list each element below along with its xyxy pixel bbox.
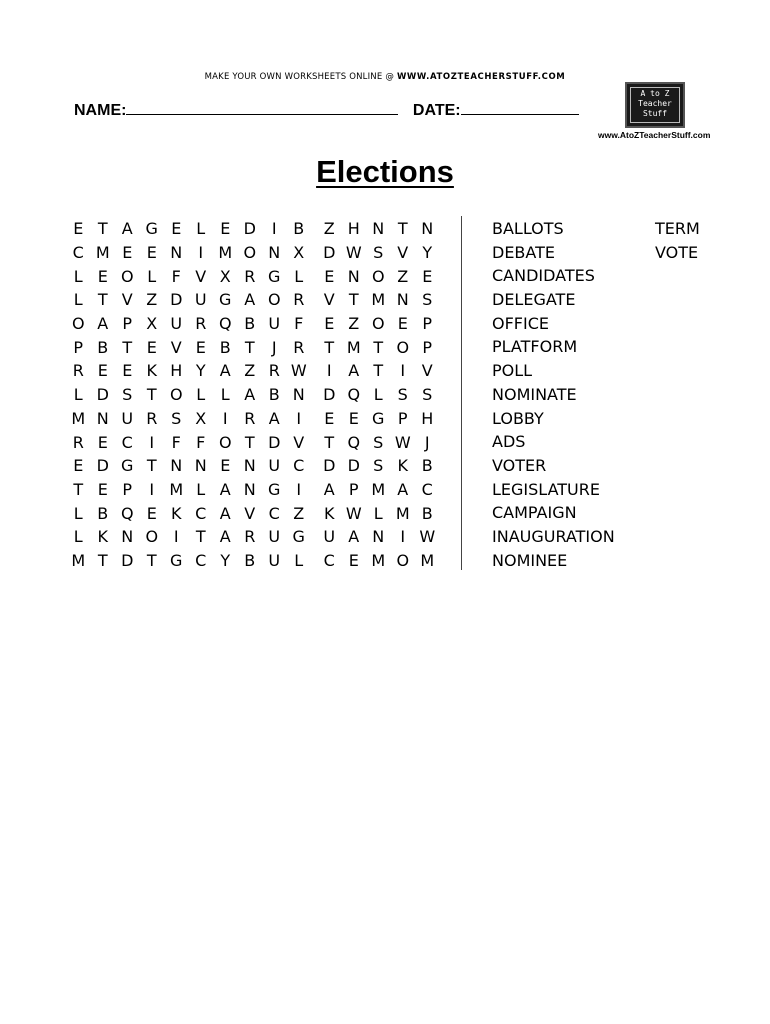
grid-letter: S <box>373 432 384 452</box>
grid-letter: T <box>73 479 84 499</box>
grid-letter: G <box>170 550 183 570</box>
grid-letter: B <box>97 337 109 357</box>
grid-letter: M <box>218 243 233 263</box>
grid-letter: T <box>195 527 206 547</box>
grid-letter: V <box>293 432 305 452</box>
grid-letter: C <box>195 503 207 523</box>
grid-letter: N <box>372 219 385 239</box>
grid-letter: I <box>326 361 332 381</box>
grid-letter: R <box>244 408 256 428</box>
grid-row <box>66 478 440 502</box>
grid-letter: E <box>146 503 157 523</box>
grid-letter: U <box>268 314 281 334</box>
grid-letter: G <box>292 527 305 547</box>
grid-letter: M <box>371 550 386 570</box>
name-date-line <box>74 100 579 120</box>
grid-letter: L <box>73 290 83 310</box>
grid-row <box>66 335 440 359</box>
grid-letter: N <box>243 456 256 476</box>
grid-letter: K <box>146 361 157 381</box>
grid-letter: M <box>395 503 410 523</box>
grid-letter: D <box>170 290 183 310</box>
grid-letter: N <box>170 243 183 263</box>
grid-letter: D <box>323 385 336 405</box>
grid-letter: B <box>268 385 280 405</box>
grid-letter: T <box>324 337 335 357</box>
grid-letter: T <box>244 337 255 357</box>
grid-letter: C <box>323 550 335 570</box>
grid-letter: O <box>169 385 183 405</box>
grid-letter: T <box>373 337 384 357</box>
grid-letter: A <box>323 479 335 499</box>
grid-letter: I <box>198 243 204 263</box>
grid-letter: P <box>422 314 433 334</box>
grid-letter: Q <box>218 314 232 334</box>
grid-letter: E <box>122 243 133 263</box>
word-list-item: DELEGATE <box>492 290 576 310</box>
grid-letter: M <box>371 479 386 499</box>
grid-letter: K <box>397 456 408 476</box>
grid-row <box>66 549 440 573</box>
grid-letter: L <box>196 219 206 239</box>
grid-letter: B <box>244 314 256 334</box>
grid-letter: D <box>121 550 134 570</box>
grid-letter: A <box>244 385 256 405</box>
grid-letter: D <box>96 456 109 476</box>
grid-letter: U <box>121 408 134 428</box>
grid-letter: G <box>145 219 158 239</box>
grid-letter: S <box>122 385 133 405</box>
grid-letter: E <box>220 456 231 476</box>
grid-letter: L <box>147 266 157 286</box>
word-list-item: OFFICE <box>492 313 549 333</box>
grid-row <box>66 264 440 288</box>
grid-letter: G <box>372 408 385 428</box>
grid-letter: S <box>422 385 433 405</box>
word-list-item: VOTER <box>492 455 547 475</box>
grid-letter: V <box>121 290 133 310</box>
logo-chalkboard <box>630 87 680 123</box>
grid-letter: Y <box>195 361 206 381</box>
grid-letter: R <box>268 361 280 381</box>
grid-letter: E <box>97 432 108 452</box>
grid-letter: E <box>97 266 108 286</box>
grid-letter: F <box>196 432 206 452</box>
grid-letter: Y <box>422 243 433 263</box>
grid-letter: O <box>371 266 385 286</box>
logo-url: www.AtoZTeacherStuff.com <box>598 130 711 140</box>
grid-letter: C <box>421 479 433 499</box>
grid-row <box>66 288 440 312</box>
grid-letter: L <box>220 385 230 405</box>
grid-letter: B <box>244 550 256 570</box>
grid-letter: N <box>194 456 207 476</box>
grid-letter: V <box>244 503 256 523</box>
grid-letter: U <box>323 527 336 547</box>
title-text: Elections <box>316 154 454 189</box>
grid-letter: E <box>348 408 359 428</box>
grid-letter: X <box>219 266 231 286</box>
grid-letter: G <box>121 456 134 476</box>
grid-letter: J <box>424 432 430 452</box>
name-label: NAME: <box>74 102 127 119</box>
grid-letter: Q <box>347 385 361 405</box>
grid-letter: E <box>220 219 231 239</box>
grid-letter: N <box>292 385 305 405</box>
grid-letter: J <box>271 337 277 357</box>
grid-letter: I <box>222 408 228 428</box>
grid-letter: A <box>219 361 231 381</box>
grid-letter: A <box>348 361 360 381</box>
grid-letter: W <box>345 503 362 523</box>
worksheet-tagline <box>0 72 770 82</box>
grid-letter: C <box>121 432 133 452</box>
grid-letter: Y <box>220 550 231 570</box>
grid-letter: U <box>268 456 281 476</box>
grid-letter: E <box>348 550 359 570</box>
grid-letter: N <box>372 527 385 547</box>
grid-letter: P <box>422 337 433 357</box>
grid-letter: C <box>195 550 207 570</box>
grid-letter: U <box>194 290 207 310</box>
grid-letter: I <box>271 219 277 239</box>
grid-letter: P <box>73 337 84 357</box>
grid-letter: X <box>146 314 158 334</box>
grid-row <box>66 407 440 431</box>
grid-letter: U <box>268 527 281 547</box>
word-list-item: NOMINEE <box>492 550 568 570</box>
grid-letter: T <box>146 550 157 570</box>
grid-letter: E <box>171 219 182 239</box>
grid-letter: V <box>170 337 182 357</box>
word-list-item: ADS <box>492 432 526 452</box>
grid-letter: E <box>324 314 335 334</box>
grid-letter: I <box>296 479 302 499</box>
word-list-column-1 <box>492 217 615 572</box>
grid-letter: L <box>373 385 383 405</box>
word-search-grid <box>66 217 440 572</box>
word-list-item: LEGISLATURE <box>492 479 600 499</box>
grid-letter: P <box>348 479 359 499</box>
word-list-item: CANDIDATES <box>492 266 595 286</box>
grid-letter: T <box>97 290 108 310</box>
grid-letter: K <box>324 503 335 523</box>
grid-letter: I <box>296 408 302 428</box>
grid-letter: S <box>397 385 408 405</box>
grid-letter: L <box>73 527 83 547</box>
grid-letter: V <box>323 290 335 310</box>
grid-letter: T <box>146 456 157 476</box>
grid-letter: A <box>219 503 231 523</box>
grid-letter: E <box>397 314 408 334</box>
grid-letter: R <box>293 337 305 357</box>
grid-letter: T <box>122 337 133 357</box>
word-list-item: VOTE <box>655 242 699 262</box>
grid-letter: Z <box>348 314 360 334</box>
grid-letter: E <box>122 361 133 381</box>
grid-letter: Z <box>146 290 158 310</box>
grid-letter: T <box>244 432 255 452</box>
grid-letter: A <box>244 290 256 310</box>
grid-letter: R <box>146 408 158 428</box>
grid-letter: B <box>219 337 231 357</box>
grid-letter: M <box>71 408 86 428</box>
tagline-prefix: MAKE YOUR OWN WORKSHEETS ONLINE @ <box>204 72 395 82</box>
grid-letter: V <box>421 361 433 381</box>
grid-letter: C <box>72 243 84 263</box>
grid-letter: D <box>323 243 336 263</box>
grid-letter: A <box>97 314 109 334</box>
name-blank <box>126 100 398 115</box>
word-list-item: TERM <box>655 219 700 238</box>
grid-letter: H <box>347 219 360 239</box>
grid-letter: K <box>97 527 108 547</box>
grid-letter: C <box>293 456 305 476</box>
grid-row <box>66 241 440 265</box>
tagline-site: WWW.ATOZTEACHERSTUFF.COM <box>396 72 566 82</box>
grid-letter: W <box>419 527 436 547</box>
date-blank <box>461 100 579 115</box>
grid-letter: L <box>294 266 304 286</box>
grid-letter: E <box>324 266 335 286</box>
grid-letter: I <box>400 527 406 547</box>
grid-letter: I <box>400 361 406 381</box>
logo-line-1: A to Z <box>640 89 670 98</box>
grid-letter: A <box>121 219 133 239</box>
grid-letter: G <box>219 290 232 310</box>
grid-letter: H <box>170 361 183 381</box>
grid-letter: A <box>397 479 409 499</box>
grid-letter: M <box>169 479 184 499</box>
grid-letter: F <box>171 266 181 286</box>
grid-letter: N <box>268 243 281 263</box>
grid-letter: D <box>96 385 109 405</box>
grid-row <box>66 383 440 407</box>
grid-letter: O <box>371 314 385 334</box>
grid-letter: P <box>397 408 408 428</box>
grid-letter: U <box>268 550 281 570</box>
grid-letter: M <box>420 550 435 570</box>
grid-letter: V <box>397 243 409 263</box>
grid-row <box>66 217 440 241</box>
grid-letter: I <box>149 479 155 499</box>
grid-row <box>66 454 440 478</box>
grid-letter: L <box>294 550 304 570</box>
grid-letter: E <box>146 243 157 263</box>
grid-letter: T <box>97 219 108 239</box>
grid-letter: M <box>371 290 386 310</box>
grid-letter: B <box>421 503 433 523</box>
grid-letter: G <box>268 266 281 286</box>
grid-letter: O <box>71 314 85 334</box>
grid-letter: R <box>244 527 256 547</box>
grid-letter: M <box>71 550 86 570</box>
column-divider <box>461 216 462 570</box>
grid-letter: Z <box>397 266 409 286</box>
grid-letter: S <box>373 243 384 263</box>
grid-letter: E <box>146 337 157 357</box>
grid-letter: E <box>324 408 335 428</box>
grid-letter: N <box>96 408 109 428</box>
grid-letter: L <box>73 385 83 405</box>
grid-letter: O <box>218 432 232 452</box>
grid-letter: P <box>122 314 133 334</box>
word-list-column-2 <box>655 217 700 264</box>
grid-letter: P <box>122 479 133 499</box>
atoz-logo <box>625 82 685 128</box>
grid-letter: Q <box>120 503 134 523</box>
page-title <box>0 154 770 190</box>
date-label: DATE: <box>412 102 461 119</box>
grid-letter: F <box>171 432 181 452</box>
grid-letter: S <box>373 456 384 476</box>
grid-letter: D <box>268 432 281 452</box>
grid-letter: T <box>373 361 384 381</box>
grid-letter: I <box>149 432 155 452</box>
grid-letter: M <box>346 337 361 357</box>
grid-letter: O <box>120 266 134 286</box>
grid-letter: E <box>97 479 108 499</box>
grid-letter: D <box>243 219 256 239</box>
grid-letter: L <box>73 266 83 286</box>
word-list-item: DEBATE <box>492 242 555 262</box>
grid-letter: X <box>293 243 305 263</box>
grid-letter: R <box>293 290 305 310</box>
grid-letter: N <box>121 527 134 547</box>
grid-letter: X <box>195 408 207 428</box>
grid-row <box>66 525 440 549</box>
grid-letter: I <box>173 527 179 547</box>
grid-letter: B <box>97 503 109 523</box>
grid-letter: D <box>323 456 336 476</box>
grid-letter: W <box>345 243 362 263</box>
grid-letter: W <box>394 432 411 452</box>
grid-letter: S <box>171 408 182 428</box>
grid-letter: R <box>244 266 256 286</box>
word-list-item: PLATFORM <box>492 337 578 357</box>
grid-letter: L <box>73 503 83 523</box>
grid-row <box>66 312 440 336</box>
grid-letter: K <box>171 503 182 523</box>
grid-letter: F <box>294 314 304 334</box>
logo-line-2: Teacher <box>638 99 672 108</box>
grid-letter: T <box>397 219 408 239</box>
grid-letter: O <box>396 337 410 357</box>
grid-letter: E <box>97 361 108 381</box>
grid-letter: E <box>73 219 84 239</box>
grid-letter: N <box>243 479 256 499</box>
grid-letter: M <box>95 243 110 263</box>
grid-letter: N <box>170 456 183 476</box>
grid-letter: V <box>195 266 207 286</box>
grid-letter: T <box>348 290 359 310</box>
grid-letter: T <box>146 385 157 405</box>
grid-letter: L <box>196 385 206 405</box>
grid-letter: W <box>290 361 307 381</box>
grid-letter: E <box>195 337 206 357</box>
grid-letter: E <box>73 456 84 476</box>
grid-letter: N <box>347 266 360 286</box>
grid-letter: N <box>421 219 434 239</box>
grid-row <box>66 359 440 383</box>
grid-letter: Z <box>244 361 256 381</box>
grid-letter: L <box>196 479 206 499</box>
grid-letter: A <box>219 527 231 547</box>
grid-letter: T <box>324 432 335 452</box>
grid-letter: A <box>268 408 280 428</box>
grid-letter: T <box>97 550 108 570</box>
grid-letter: R <box>72 432 84 452</box>
grid-letter: E <box>422 266 433 286</box>
grid-letter: R <box>195 314 207 334</box>
grid-letter: N <box>396 290 409 310</box>
word-list-item: LOBBY <box>492 408 544 428</box>
word-list-item: NOMINATE <box>492 384 577 404</box>
grid-letter: O <box>396 550 410 570</box>
word-list-item: INAUGURATION <box>492 526 615 546</box>
grid-letter: U <box>170 314 183 334</box>
grid-letter: A <box>219 479 231 499</box>
word-list-item: CAMPAIGN <box>492 503 577 523</box>
grid-letter: A <box>348 527 360 547</box>
grid-letter: R <box>72 361 84 381</box>
grid-letter: G <box>268 479 281 499</box>
grid-letter: L <box>373 503 383 523</box>
grid-row <box>66 501 440 525</box>
grid-letter: O <box>243 243 257 263</box>
grid-letter: B <box>421 456 433 476</box>
word-list-item: BALLOTS <box>492 219 564 238</box>
word-list-item: POLL <box>492 361 533 381</box>
grid-letter: Q <box>347 432 361 452</box>
grid-letter: C <box>268 503 280 523</box>
grid-letter: B <box>293 219 305 239</box>
grid-row <box>66 430 440 454</box>
grid-letter: H <box>421 408 434 428</box>
grid-letter: Z <box>293 503 305 523</box>
grid-letter: Z <box>323 219 335 239</box>
grid-letter: O <box>267 290 281 310</box>
grid-letter: O <box>145 527 159 547</box>
grid-letter: D <box>347 456 360 476</box>
grid-letter: S <box>422 290 433 310</box>
logo-line-3: Stuff <box>642 109 668 118</box>
